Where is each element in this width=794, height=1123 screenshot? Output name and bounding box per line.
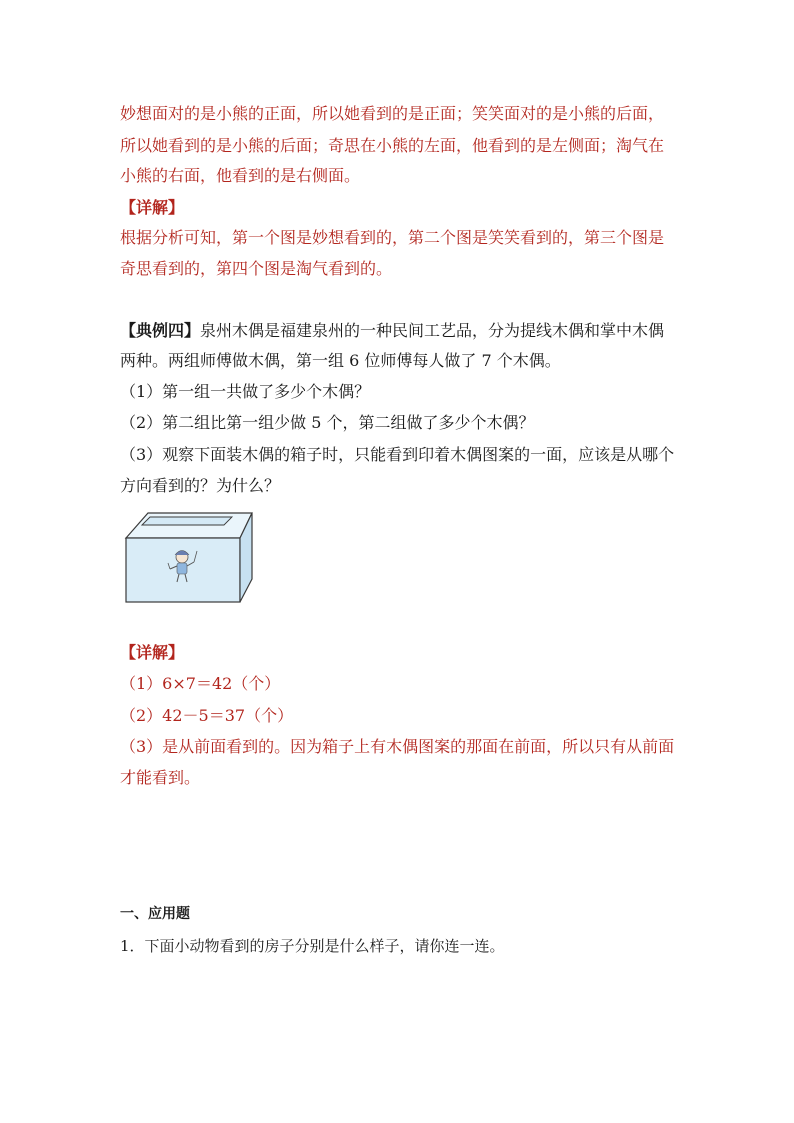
example4-intro-line-1: [120, 321, 664, 341]
detail-label-2: 【详解】: [120, 643, 185, 662]
section-question-1: 1．下面小动物看到的房子分别是什么样子，请你连一连。: [120, 937, 505, 955]
detail-label-1: 【详解】: [120, 198, 185, 217]
box-flap-seam: [142, 517, 232, 525]
puppet-box-figure: [120, 505, 256, 607]
example4-question-2: （2）第二组比第一组少做 5 个，第二组做了多少个木偶？: [120, 413, 535, 432]
answer-1: （1）6×7＝42（个）: [120, 674, 281, 693]
answer-2: （2）42－5＝37（个）: [120, 706, 294, 725]
example4-tag: 【典例四】: [120, 321, 201, 340]
example4-question-3-line-2: 方向看到的？为什么？: [120, 476, 281, 495]
explanation-line-3: 小熊的右面，他看到的是右侧面。: [120, 166, 361, 185]
detail1-line-1: 根据分析可知，第一个图是妙想看到的，第二个图是笑笑看到的，第三个图是: [120, 228, 665, 247]
detail1-line-2: 奇思看到的，第四个图是淘气看到的。: [120, 259, 393, 278]
explanation-line-2: 所以她看到的是小熊的后面；奇思在小熊的左面，他看到的是左侧面；淘气在: [120, 136, 665, 155]
example4-question-1: （1）第一组一共做了多少个木偶？: [120, 382, 371, 401]
section-title: 一、应用题: [120, 906, 190, 922]
example4-question-3-line-1: （3）观察下面装木偶的箱子时，只能看到印着木偶图案的一面，应该是从哪个: [120, 445, 675, 464]
example4-intro-text: 泉州木偶是福建泉州的一种民间工艺品，分为提线木偶和掌中木偶: [200, 321, 665, 340]
answer-3-line-1: （3）是从前面看到的。因为箱子上有木偶图案的那面在前面，所以只有从前面: [120, 737, 675, 756]
answer-3-line-2: 才能看到。: [120, 768, 201, 787]
example4-intro-line-2: 两种。两组师傅做木偶，第一组 6 位师傅每人做了 7 个木偶。: [120, 351, 561, 370]
explanation-line-1: 妙想面对的是小熊的正面，所以她看到的是正面；笑笑面对的是小熊的后面，: [120, 104, 665, 123]
